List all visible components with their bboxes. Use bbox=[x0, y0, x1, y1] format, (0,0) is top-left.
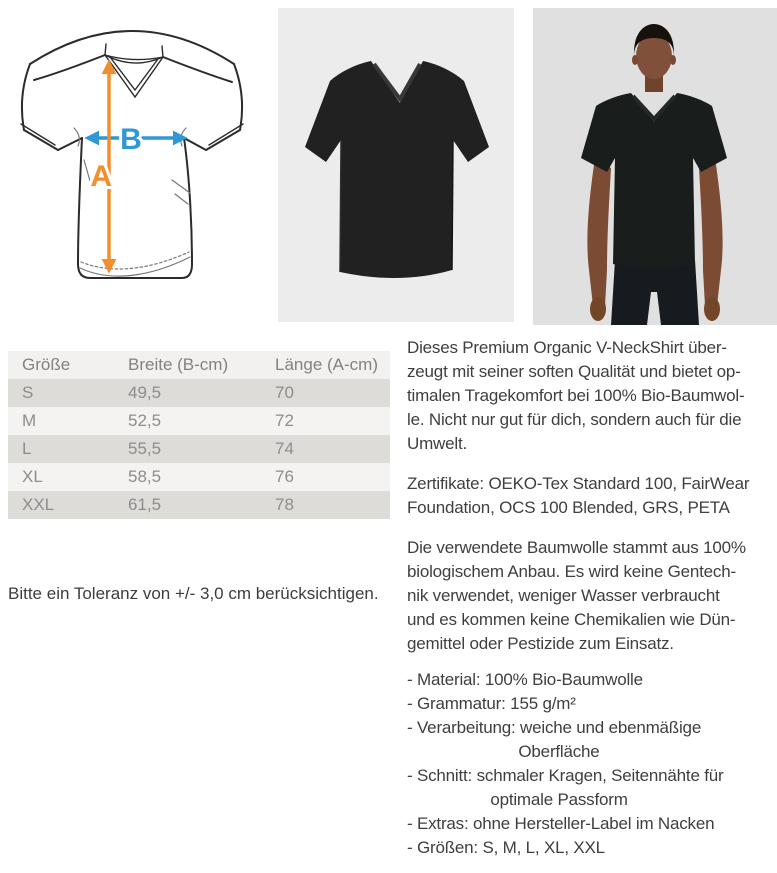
bullet-schnitt-cont: optimale Passform bbox=[490, 790, 628, 809]
description-line: Umwelt. bbox=[407, 434, 467, 453]
size-cell: S bbox=[22, 383, 34, 402]
size-table-row-l bbox=[8, 435, 390, 463]
size-table-row-s bbox=[8, 379, 390, 407]
description-line: timalen Tragekomfort bei 100% Bio-Baumwol- bbox=[407, 386, 745, 405]
bullet-verarbeitung: - Verarbeitung: weiche und ebenmäßige bbox=[407, 718, 702, 737]
size-cell: XL bbox=[22, 467, 43, 486]
model-wearing-shirt-icon bbox=[533, 8, 777, 325]
size-table-header-size: Größe bbox=[22, 355, 71, 374]
size-cell: M bbox=[22, 411, 37, 430]
width-cell: 55,5 bbox=[128, 439, 162, 458]
bullet-verarbeitung-cont: Oberfläche bbox=[518, 742, 600, 761]
bullet-material: - Material: 100% Bio-Baumwolle bbox=[407, 670, 643, 689]
description-line: zeugt mit seiner soften Qualität und bietet op- bbox=[407, 362, 741, 381]
measure-label-b: B bbox=[120, 123, 142, 156]
description-line: Foundation, OCS 100 Blended, GRS, PETA bbox=[407, 498, 730, 517]
measure-label-a: A bbox=[90, 160, 112, 193]
description-line: biologischem Anbau. Es wird keine Gentech- bbox=[407, 562, 736, 581]
size-table-header-length: Länge (A-cm) bbox=[275, 355, 378, 374]
description-line: Zertifikate: OEKO-Tex Standard 100, FairWear bbox=[407, 474, 750, 493]
model-photo bbox=[533, 8, 777, 325]
black-vneck-shirt-icon bbox=[278, 8, 514, 322]
size-table-row-xxl bbox=[8, 491, 390, 519]
length-cell: 70 bbox=[275, 383, 294, 402]
description-line: und es kommen keine Chemikalien wie Dün- bbox=[407, 610, 736, 629]
size-table-header-row bbox=[8, 351, 390, 379]
product-description bbox=[407, 336, 777, 860]
description-line: Die verwendete Baumwolle stammt aus 100% bbox=[407, 538, 746, 557]
measure-arrow-b bbox=[88, 123, 184, 156]
tshirt-measurement-sketch-icon bbox=[0, 0, 252, 300]
size-cell: L bbox=[22, 439, 32, 458]
size-table-header-width: Breite (B-cm) bbox=[128, 355, 229, 374]
description-bullet-list bbox=[407, 668, 777, 860]
size-table-row-m bbox=[8, 407, 390, 435]
size-table-row-xl bbox=[8, 463, 390, 491]
description-line: gemittel oder Pestizide zum Einsatz. bbox=[407, 634, 674, 653]
width-cell: 49,5 bbox=[128, 383, 162, 402]
size-cell: XXL bbox=[22, 495, 55, 514]
description-paragraph-cotton bbox=[407, 536, 777, 656]
size-diagram-image bbox=[0, 0, 252, 300]
tolerance-note: Bitte ein Toleranz von +/- 3,0 cm berücksichtigen. bbox=[8, 584, 379, 603]
description-paragraph-certificates bbox=[407, 472, 777, 520]
length-cell: 76 bbox=[275, 467, 294, 486]
description-line: nik verwendet, weniger Wasser verbraucht bbox=[407, 586, 720, 605]
width-cell: 52,5 bbox=[128, 411, 162, 430]
size-table bbox=[8, 351, 390, 519]
description-line: Dieses Premium Organic V-NeckShirt über- bbox=[407, 338, 727, 357]
width-cell: 61,5 bbox=[128, 495, 162, 514]
measure-arrow-a bbox=[90, 63, 112, 270]
product-photo bbox=[278, 8, 514, 322]
bullet-schnitt: - Schnitt: schmaler Kragen, Seitennähte für bbox=[407, 766, 724, 785]
bullet-extras: - Extras: ohne Hersteller-Label im Nacken bbox=[407, 814, 715, 833]
description-line: le. Nicht nur gut für dich, sondern auch für die bbox=[407, 410, 742, 429]
length-cell: 78 bbox=[275, 495, 294, 514]
length-cell: 72 bbox=[275, 411, 294, 430]
bullet-groessen: - Größen: S, M, L, XL, XXL bbox=[407, 838, 605, 857]
description-paragraph-intro bbox=[407, 336, 777, 456]
length-cell: 74 bbox=[275, 439, 294, 458]
width-cell: 58,5 bbox=[128, 467, 162, 486]
bullet-grammatur: - Grammatur: 155 g/m² bbox=[407, 694, 576, 713]
